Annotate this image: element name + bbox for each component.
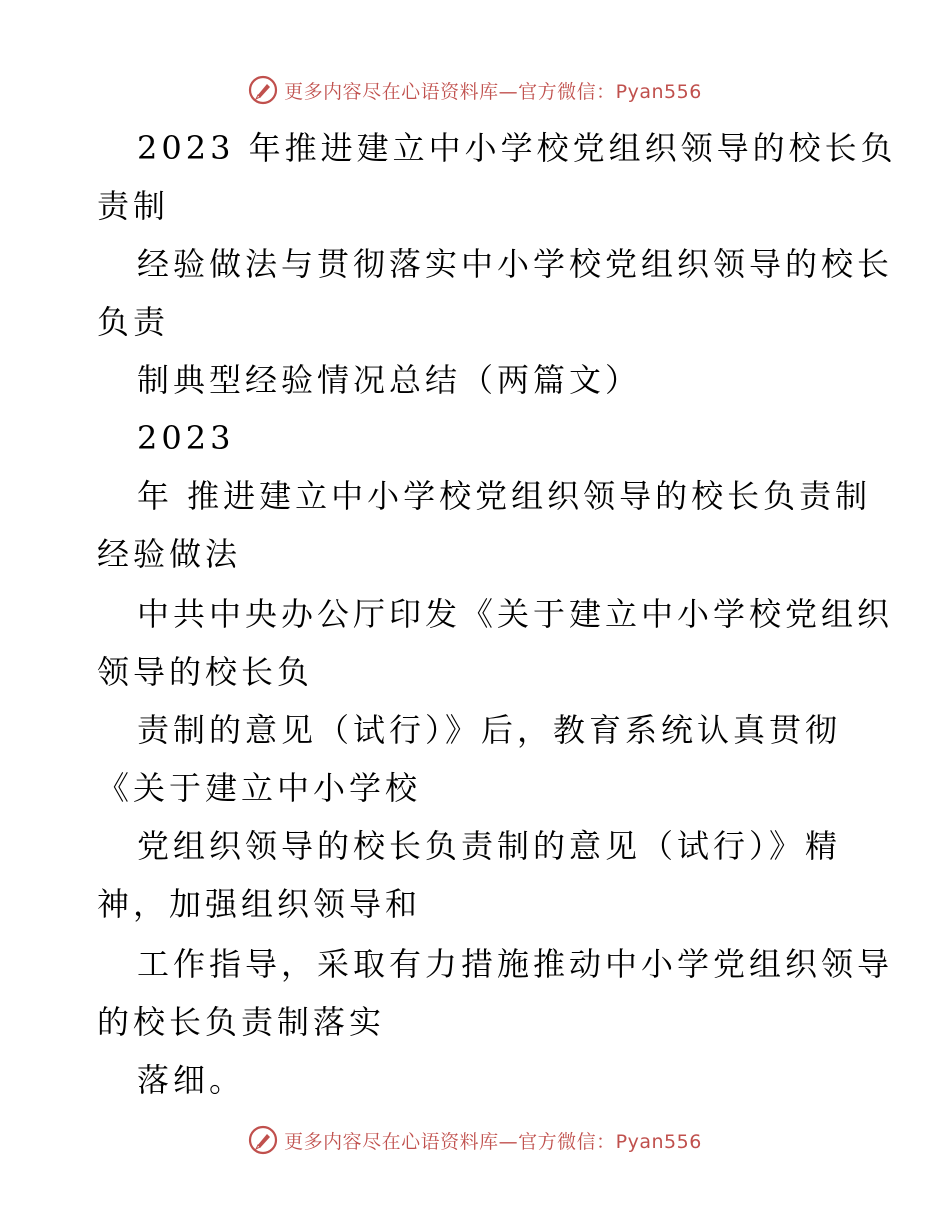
footer-watermark-text: 更多内容尽在心语资料库—官方微信：Pyan556 xyxy=(284,1130,702,1153)
text-line: 责制的意见（试行）》后，教育系统认真贯彻 xyxy=(137,711,842,749)
text-line: 的校长负责制落实 xyxy=(97,1003,386,1041)
text-line: 《关于建立中小学校 xyxy=(97,769,422,807)
text-line: 2023 年推进建立中小学校党组织领导的校长负 xyxy=(137,129,897,167)
text-line: 党组织领导的校长负责制的意见（试行）》精 xyxy=(137,827,842,865)
text-line: 经验做法与贯彻落实中小学校党组织领导的校长 xyxy=(137,245,894,283)
text-line: 领导的校长负 xyxy=(97,653,314,691)
text-line: 工作指导，采取有力措施推动中小学党组织领导 xyxy=(137,945,894,983)
header-watermark-text: 更多内容尽在心语资料库—官方微信：Pyan556 xyxy=(284,80,702,103)
text-line: 制典型经验情况总结（两篇文） xyxy=(137,361,642,399)
text-line: 2023 xyxy=(137,419,235,457)
footer-watermark xyxy=(0,1120,950,1160)
text-line: 神，加强组织领导和 xyxy=(97,885,422,923)
text-line: 落细。 xyxy=(137,1061,246,1099)
pen-logo-icon xyxy=(248,1125,278,1155)
text-line: 责制 xyxy=(97,187,170,225)
text-line: 中共中央办公厅印发《关于建立中小学校党组织 xyxy=(137,595,894,633)
text-line: 年 推进建立中小学校党组织领导的校长负责制 xyxy=(137,477,872,515)
text-line: 经验做法 xyxy=(97,535,242,573)
text-line: 负责 xyxy=(97,303,170,341)
